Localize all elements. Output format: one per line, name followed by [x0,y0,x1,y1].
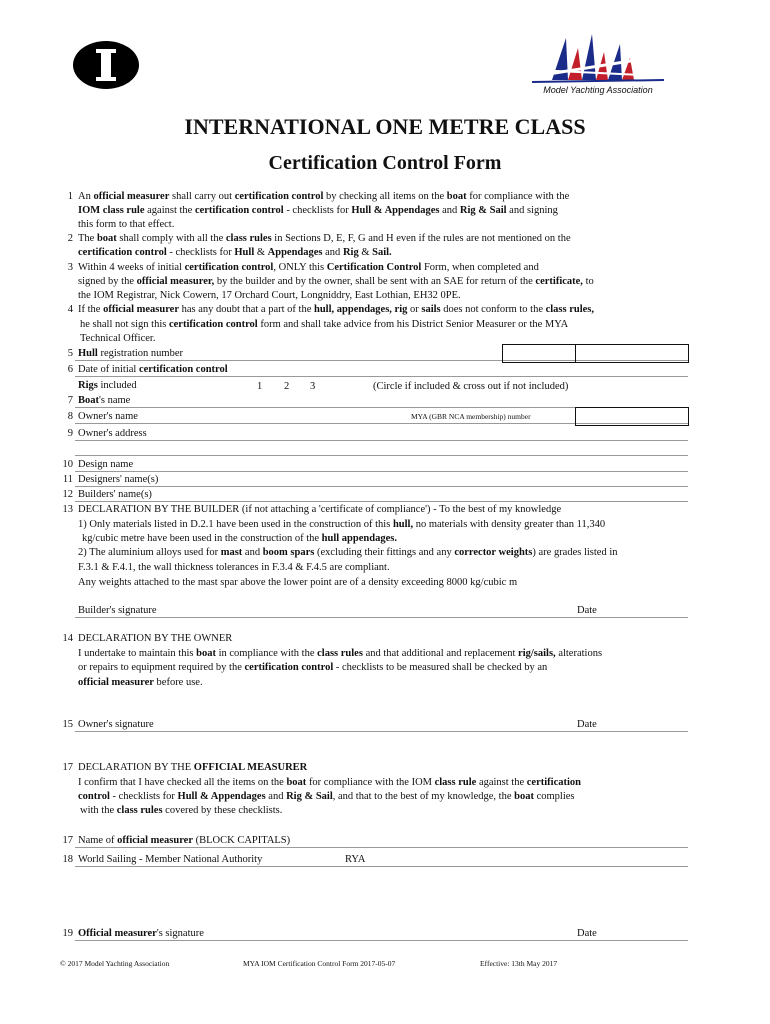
field-number: 6 [67,364,73,375]
designers-name-label: Designers' name(s) [78,474,159,485]
footer-effective-date: Effective: 13th May 2017 [480,959,558,968]
measurer-declaration-heading: DECLARATION BY THE OFFICIAL MEASURER [78,762,308,773]
rule-number: 1 [67,191,73,202]
rig-option-1[interactable]: 1 [257,381,263,392]
field-number: 17 [62,835,73,846]
builders-name-label: Builders' name(s) [78,489,152,500]
mya-logo [522,30,672,98]
mna-label: World Sailing - Member National Authority [78,854,263,865]
footer-form-id: MYA IOM Certification Control Form 2017-05-07 [243,959,396,968]
builder-declaration-line-5: Any weights attached to the mast spar above the lower point are of a density exceeding 8000 kg/cubic m [78,577,518,588]
builder-declaration-line-3: 2) The aluminium alloys used for mast and boom spars (excluding their fittings and any corrector weights) are grades listed in [78,547,618,558]
field-number: 7 [67,395,73,406]
boat-name-label: Boat's name [78,395,131,406]
rigs-instruction: (Circle if included & cross out if not included) [373,381,569,392]
owner-declaration-line-2: or repairs to equipment required by the certification control - checklists to be measured shall be checked by an [78,662,548,673]
mya-membership-label: MYA (GBR NCA membership) number [411,412,531,421]
owner-declaration-heading: DECLARATION BY THE OWNER [78,633,233,644]
footer-copyright: © 2017 Model Yachting Association [60,959,170,968]
measurer-name-label: Name of official measurer (BLOCK CAPITALS) [78,835,291,846]
rule-3-line-3: the IOM Registrar, Nick Cowern, 17 Orchard Court, Longniddry, East Lothian, EH32 0PE. [78,290,461,301]
section-number: 17 [62,762,73,773]
owner-address-line-1[interactable] [75,440,688,441]
builder-declaration-line-1: 1) Only materials listed in D.2.1 have been used in the construction of this hull, no materials with density greater than 11,340 [78,519,606,530]
rule-number: 3 [67,262,73,273]
measurer-signature-line[interactable] [75,940,688,941]
field-number: 19 [62,928,73,939]
design-name-label: Design name [78,459,134,470]
rule-number: 2 [67,233,73,244]
builders-name-line[interactable] [75,501,688,502]
rule-1-line-1: An official measurer shall carry out certification control by checking all items on the boat for compliance with the [78,191,570,202]
mya-logo-caption: Model Yachting Association [543,85,653,95]
hull-registration-box-2[interactable] [575,344,689,363]
rig-option-2[interactable]: 2 [284,381,290,392]
owner-signature-line[interactable] [75,731,688,732]
builder-signature-label: Builder's signature [78,605,157,616]
measurer-date-label: Date [577,928,597,939]
rigs-label: Rigs included [78,380,137,391]
form-subtitle: Certification Control Form [268,152,502,174]
rule-4-line-2: he shall not sign this certification control form and shall take advice from his District Senior Measurer or the MYA [80,319,569,330]
rule-4-line-3: Technical Officer. [80,333,156,344]
section-number: 14 [62,633,73,644]
builder-signature-line[interactable] [75,617,688,618]
builder-declaration-heading: DECLARATION BY THE BUILDER (if not attaching a 'certificate of compliance') - To the best of my knowledge [78,504,562,515]
builder-declaration-line-2: kg/cubic metre have been used in the construction of the hull appendages. [82,533,397,544]
measurer-declaration-line-2: control - checklists for Hull & Appendages and Rig & Sail, and that to the best of my knowledge, the boat complies [78,791,575,802]
owner-address-label: Owner's address [78,428,147,439]
design-name-line[interactable] [75,471,688,472]
mna-value: RYA [345,854,366,865]
designers-name-line[interactable] [75,486,688,487]
rule-3-line-2: signed by the official measurer, by the builder and by the owner, shall be sent with an SAE for return of the certificate, to [78,276,594,287]
measurer-declaration-line-3: with the class rules covered by these checklists. [80,805,283,816]
field-number: 5 [67,348,73,359]
builder-date-label: Date [577,605,597,616]
iom-class-logo [72,40,140,90]
builder-declaration-line-4: F.3.1 & F.4.1, the wall thickness tolerances in F.3.4 & F.4.5 are compliant. [78,562,390,573]
rig-option-3[interactable]: 3 [310,381,316,392]
mya-membership-box[interactable] [575,407,689,426]
owner-name-label: Owner's name [78,411,138,422]
rule-2-line-2: certification control - checklists for Hull & Appendages and Rig & Sail. [78,247,392,258]
owner-address-line-2[interactable] [75,455,688,456]
field-number: 11 [62,474,73,485]
owner-signature-label: Owner's signature [78,719,154,730]
measurer-name-line[interactable] [75,847,688,848]
mna-line[interactable] [75,866,688,867]
field-number: 8 [67,411,73,422]
field-number: 9 [67,428,73,439]
date-initial-certification-line[interactable] [75,376,688,377]
hull-registration-box-1[interactable] [502,344,576,363]
owner-date-label: Date [577,719,597,730]
rule-2-line-1: The boat shall comply with all the class rules in Sections D, E, F, G and H even if the rules are not mentioned on the [78,233,571,244]
page-title: INTERNATIONAL ONE METRE CLASS [184,114,586,139]
field-number: 18 [62,854,73,865]
rule-1-line-3: this form to that effect. [78,219,175,230]
field-number: 15 [62,719,73,730]
date-initial-certification-label: Date of initial certification control [78,364,228,375]
section-number: 13 [62,504,73,515]
measurer-signature-label: Official measurer's signature [78,928,204,939]
rule-1-line-2: IOM class rule against the certification control - checklists for Hull & Appendages and Rig & Sail and signing [78,205,558,216]
hull-registration-label: Hull registration number [78,348,183,359]
owner-declaration-line-3: official measurer before use. [78,677,203,688]
rule-number: 4 [67,304,73,315]
measurer-declaration-line-1: I confirm that I have checked all the items on the boat for compliance with the IOM class rule against the certification [78,777,581,788]
rule-3-line-1: Within 4 weeks of initial certification control, ONLY this Certification Control Form, when completed and [78,262,539,273]
rule-4-line-1: If the official measurer has any doubt that a part of the hull, appendages, rig or sails does not conform to the class rules, [78,304,595,315]
field-number: 10 [62,459,73,470]
field-number: 12 [62,489,73,500]
owner-declaration-line-1: I undertake to maintain this boat in compliance with the class rules and that additional and replacement rig/sails, alterations [78,648,603,659]
